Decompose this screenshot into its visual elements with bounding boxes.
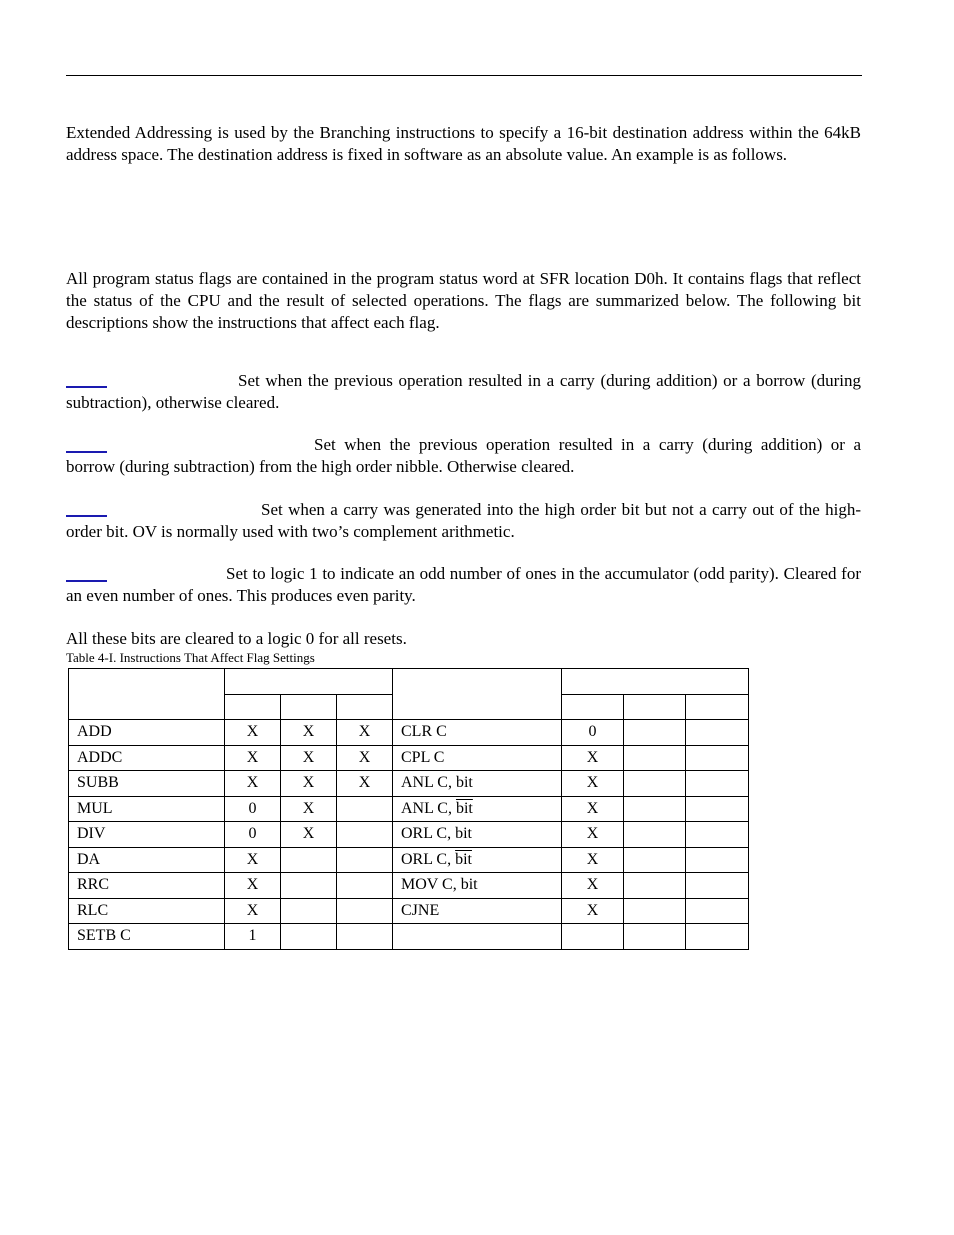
flag-cell: 0	[562, 720, 624, 746]
flag-cell	[624, 771, 686, 797]
flag-cell: X	[225, 847, 281, 873]
flag-cell	[337, 847, 393, 873]
instruction-cell: SUBB	[69, 771, 225, 797]
flag-cell	[337, 873, 393, 899]
flag-cell: X	[562, 822, 624, 848]
aux-carry-flag-description: Set when the previous operation resulted in a carry (during addition) or a borrow (during subtraction) from the high order nibble. Otherwise cleared.	[66, 435, 861, 476]
table-row	[69, 847, 749, 873]
header-flags-cell	[225, 669, 393, 695]
flag-cell	[337, 822, 393, 848]
flag-cell	[686, 771, 749, 797]
instruction-text: CLR C	[401, 723, 447, 741]
flag-cell	[624, 796, 686, 822]
flag-cell	[686, 898, 749, 924]
reset-note: All these bits are cleared to a logic 0 for all resets.	[66, 629, 407, 648]
flag-cell	[686, 720, 749, 746]
instruction-cell: SETB C	[69, 924, 225, 950]
flag-cell: X	[562, 847, 624, 873]
flag-cell	[281, 924, 337, 950]
instruction-cell	[393, 822, 562, 848]
flag-cell	[624, 822, 686, 848]
flag-cell: X	[225, 745, 281, 771]
flag-cell: X	[281, 745, 337, 771]
flag-cell: X	[281, 796, 337, 822]
table-row	[69, 771, 749, 797]
flag-cell: 1	[225, 924, 281, 950]
flag-cell: 0	[225, 796, 281, 822]
header-flag-cell	[624, 694, 686, 720]
flag-cell: X	[281, 822, 337, 848]
status-flags-paragraph: All program status flags are contained in the program status word at SFR location D0h. It contains flags that reflect the status of the CPU and the result of selected operations. The flags are summarized below. The following bit descriptions show the instructions that affect each flag.	[66, 269, 861, 332]
flag-cell	[281, 898, 337, 924]
flag-cell: X	[281, 720, 337, 746]
instruction-cell	[393, 898, 562, 924]
table-row	[69, 924, 749, 950]
flag-cell: X	[225, 873, 281, 899]
flag-cell	[686, 873, 749, 899]
flag-cell	[624, 720, 686, 746]
flag-cell	[686, 796, 749, 822]
table-row	[69, 873, 749, 899]
instruction-cell	[393, 847, 562, 873]
flag-cell: X	[225, 898, 281, 924]
flag-cell: X	[562, 898, 624, 924]
flag-cell	[337, 898, 393, 924]
instruction-text: ANL C,	[401, 799, 456, 817]
table-row	[69, 796, 749, 822]
table-row	[69, 898, 749, 924]
table-caption: Table 4-I. Instructions That Affect Flag Settings	[66, 650, 315, 665]
flag-cell	[562, 924, 624, 950]
flag-cell	[624, 847, 686, 873]
flag-cell	[624, 873, 686, 899]
extended-addressing-paragraph: Extended Addressing is used by the Branching instructions to specify a 16-bit destination address within the 64kB address space. The destination address is fixed in software as an absolute value. An example is as follows.	[66, 123, 861, 164]
table-row	[69, 822, 749, 848]
flag-cell	[624, 745, 686, 771]
carry-flag-description: Set when the previous operation resulted in a carry (during addition) or a borrow (during subtraction), otherwise cleared.	[66, 371, 861, 412]
header-instruction-cell	[69, 669, 225, 720]
instruction-text: ORL C,	[401, 850, 456, 868]
flag-cell	[337, 924, 393, 950]
header-flag-cell	[281, 694, 337, 720]
flag-cell: 0	[225, 822, 281, 848]
flag-cell: X	[337, 771, 393, 797]
instruction-cell	[393, 720, 562, 746]
header-flag-cell	[337, 694, 393, 720]
flag-cell: X	[337, 720, 393, 746]
instruction-cell: ADD	[69, 720, 225, 746]
flag-cell	[686, 745, 749, 771]
instruction-cell: RRC	[69, 873, 225, 899]
instruction-cell: ADDC	[69, 745, 225, 771]
flag-settings-table	[68, 668, 749, 950]
flag-cell: X	[225, 771, 281, 797]
instruction-cell: RLC	[69, 898, 225, 924]
header-instruction-cell	[393, 669, 562, 720]
flag-cell	[624, 898, 686, 924]
flag-cell: X	[562, 745, 624, 771]
flag-cell	[686, 822, 749, 848]
instruction-cell	[393, 745, 562, 771]
flag-cell	[281, 847, 337, 873]
instruction-text: ANL C, bit	[401, 774, 473, 792]
header-flag-cell	[225, 694, 281, 720]
header-flag-cell	[686, 694, 749, 720]
instruction-text: MOV C, bit	[401, 876, 478, 894]
table-header-row	[69, 669, 749, 695]
overflow-flag-description: Set when a carry was generated into the high order bit but not a carry out of the high-order bit. OV is normally used with two’s complement arithmetic.	[66, 500, 861, 541]
flag-cell	[686, 924, 749, 950]
instruction-cell	[393, 924, 562, 950]
instruction-cell: MUL	[69, 796, 225, 822]
header-flag-cell	[562, 694, 624, 720]
instruction-cell	[393, 873, 562, 899]
flag-cell: X	[562, 796, 624, 822]
parity-flag-description: Set to logic 1 to indicate an odd number of ones in the accumulator (odd parity). Cleared for an even number of ones. This produces even parity.	[66, 564, 861, 605]
flag-cell: X	[225, 720, 281, 746]
complement-bit-text: $\overline{bit}$	[455, 850, 472, 868]
header-rule	[66, 75, 862, 76]
instruction-cell	[393, 771, 562, 797]
instruction-cell: DA	[69, 847, 225, 873]
complement-bit-text: $\overline{bit}$	[455, 799, 473, 817]
instruction-cell: DIV	[69, 822, 225, 848]
instruction-text: ORL C, bit	[401, 825, 472, 843]
header-flags-cell	[562, 669, 749, 695]
instruction-text: CPL C	[401, 748, 445, 766]
flag-cell: X	[562, 873, 624, 899]
flag-cell	[624, 924, 686, 950]
flag-cell	[686, 847, 749, 873]
flag-cell: X	[337, 745, 393, 771]
instruction-cell	[393, 796, 562, 822]
flag-cell: X	[281, 771, 337, 797]
flag-cell: X	[562, 771, 624, 797]
flag-cell	[337, 796, 393, 822]
instruction-text: CJNE	[401, 901, 440, 919]
table-row	[69, 720, 749, 746]
table-row	[69, 745, 749, 771]
flag-cell	[281, 873, 337, 899]
